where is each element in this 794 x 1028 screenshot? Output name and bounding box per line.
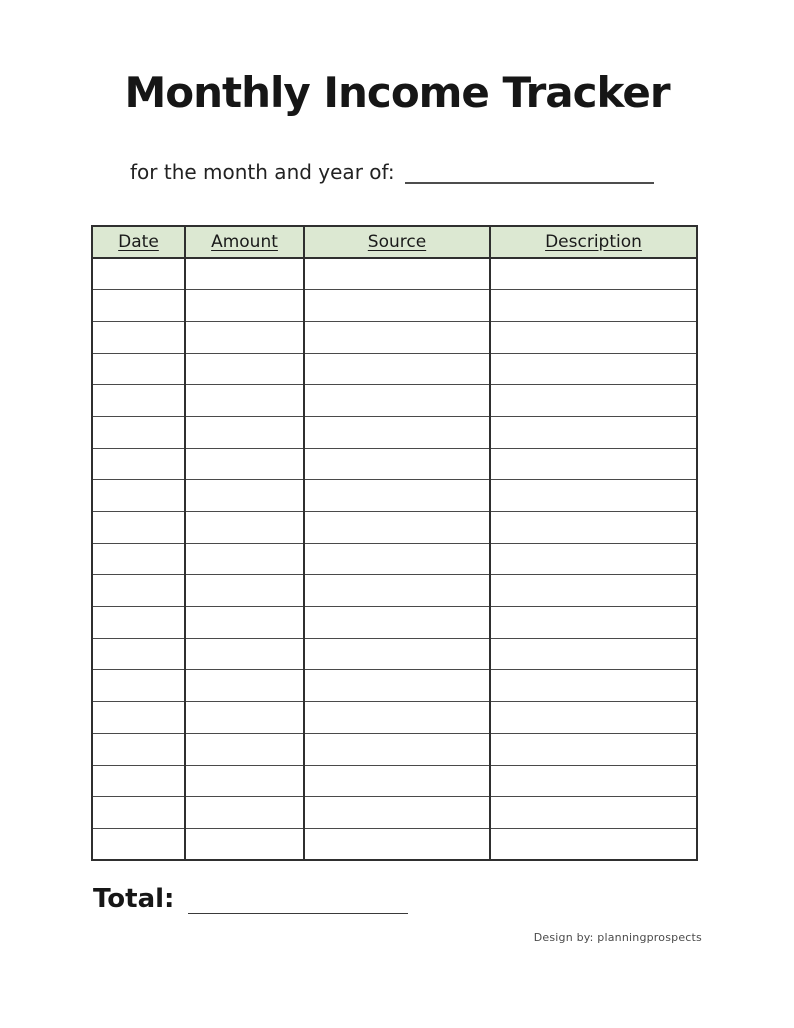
cell-source[interactable] xyxy=(304,607,490,639)
table-row xyxy=(92,828,697,860)
month-year-row xyxy=(130,160,654,184)
cell-description[interactable] xyxy=(490,416,697,448)
cell-source[interactable] xyxy=(304,448,490,480)
cell-date[interactable] xyxy=(92,575,185,607)
table-row xyxy=(92,258,697,290)
cell-source[interactable] xyxy=(304,702,490,734)
cell-source[interactable] xyxy=(304,416,490,448)
cell-amount[interactable] xyxy=(185,448,304,480)
cell-source[interactable] xyxy=(304,765,490,797)
cell-date[interactable] xyxy=(92,480,185,512)
cell-source[interactable] xyxy=(304,512,490,544)
cell-amount[interactable] xyxy=(185,638,304,670)
cell-amount[interactable] xyxy=(185,733,304,765)
table-row xyxy=(92,385,697,417)
cell-date[interactable] xyxy=(92,828,185,860)
cell-source[interactable] xyxy=(304,733,490,765)
cell-amount[interactable] xyxy=(185,353,304,385)
cell-amount[interactable] xyxy=(185,258,304,290)
table-row xyxy=(92,543,697,575)
cell-description[interactable] xyxy=(490,638,697,670)
cell-description[interactable] xyxy=(490,702,697,734)
cell-source[interactable] xyxy=(304,828,490,860)
table-row xyxy=(92,480,697,512)
cell-source[interactable] xyxy=(304,480,490,512)
cell-date[interactable] xyxy=(92,797,185,829)
cell-date[interactable] xyxy=(92,543,185,575)
cell-source[interactable] xyxy=(304,670,490,702)
table-row xyxy=(92,353,697,385)
cell-source[interactable] xyxy=(304,385,490,417)
cell-amount[interactable] xyxy=(185,607,304,639)
column-header-description: Description xyxy=(490,226,697,258)
total-blank-field[interactable] xyxy=(188,884,408,914)
cell-source[interactable] xyxy=(304,353,490,385)
table-row xyxy=(92,416,697,448)
cell-amount[interactable] xyxy=(185,543,304,575)
cell-description[interactable] xyxy=(490,733,697,765)
cell-description[interactable] xyxy=(490,512,697,544)
cell-amount[interactable] xyxy=(185,575,304,607)
cell-description[interactable] xyxy=(490,575,697,607)
cell-amount[interactable] xyxy=(185,512,304,544)
cell-description[interactable] xyxy=(490,385,697,417)
cell-amount[interactable] xyxy=(185,670,304,702)
cell-amount[interactable] xyxy=(185,480,304,512)
table-row xyxy=(92,607,697,639)
cell-description[interactable] xyxy=(490,765,697,797)
table-row xyxy=(92,448,697,480)
column-header-amount: Amount xyxy=(185,226,304,258)
cell-date[interactable] xyxy=(92,765,185,797)
cell-amount[interactable] xyxy=(185,797,304,829)
cell-description[interactable] xyxy=(490,480,697,512)
table-row xyxy=(92,512,697,544)
cell-amount[interactable] xyxy=(185,765,304,797)
cell-source[interactable] xyxy=(304,543,490,575)
cell-amount[interactable] xyxy=(185,828,304,860)
cell-amount[interactable] xyxy=(185,321,304,353)
table-row xyxy=(92,702,697,734)
table-row xyxy=(92,765,697,797)
cell-description[interactable] xyxy=(490,321,697,353)
total-row xyxy=(93,884,408,914)
cell-date[interactable] xyxy=(92,321,185,353)
total-label: Total: xyxy=(93,884,175,914)
cell-date[interactable] xyxy=(92,607,185,639)
page-title: Monthly Income Tracker xyxy=(124,68,670,117)
cell-description[interactable] xyxy=(490,448,697,480)
cell-date[interactable] xyxy=(92,258,185,290)
table-header-row xyxy=(92,226,697,258)
cell-source[interactable] xyxy=(304,797,490,829)
cell-amount[interactable] xyxy=(185,290,304,322)
designer-credit: Design by: planningprospects xyxy=(533,931,702,944)
cell-source[interactable] xyxy=(304,638,490,670)
cell-description[interactable] xyxy=(490,543,697,575)
table-body xyxy=(92,258,697,860)
cell-date[interactable] xyxy=(92,512,185,544)
cell-amount[interactable] xyxy=(185,702,304,734)
cell-description[interactable] xyxy=(490,828,697,860)
cell-source[interactable] xyxy=(304,258,490,290)
cell-amount[interactable] xyxy=(185,385,304,417)
cell-date[interactable] xyxy=(92,385,185,417)
cell-date[interactable] xyxy=(92,733,185,765)
cell-description[interactable] xyxy=(490,797,697,829)
cell-source[interactable] xyxy=(304,575,490,607)
cell-description[interactable] xyxy=(490,290,697,322)
cell-date[interactable] xyxy=(92,702,185,734)
income-table xyxy=(91,225,698,861)
table-row xyxy=(92,797,697,829)
cell-date[interactable] xyxy=(92,290,185,322)
cell-amount[interactable] xyxy=(185,416,304,448)
cell-date[interactable] xyxy=(92,416,185,448)
cell-description[interactable] xyxy=(490,353,697,385)
month-year-blank-field[interactable] xyxy=(405,160,654,184)
column-header-date: Date xyxy=(92,226,185,258)
month-year-label: for the month and year of: xyxy=(130,160,395,184)
cell-source[interactable] xyxy=(304,321,490,353)
table-row xyxy=(92,321,697,353)
cell-description[interactable] xyxy=(490,258,697,290)
table-row xyxy=(92,575,697,607)
table-row xyxy=(92,670,697,702)
cell-description[interactable] xyxy=(490,670,697,702)
cell-date[interactable] xyxy=(92,670,185,702)
cell-date[interactable] xyxy=(92,448,185,480)
cell-date[interactable] xyxy=(92,353,185,385)
cell-source[interactable] xyxy=(304,290,490,322)
table-row xyxy=(92,290,697,322)
column-header-source: Source xyxy=(304,226,490,258)
table-row xyxy=(92,638,697,670)
table-row xyxy=(92,733,697,765)
cell-date[interactable] xyxy=(92,638,185,670)
cell-description[interactable] xyxy=(490,607,697,639)
table-header xyxy=(92,226,697,258)
